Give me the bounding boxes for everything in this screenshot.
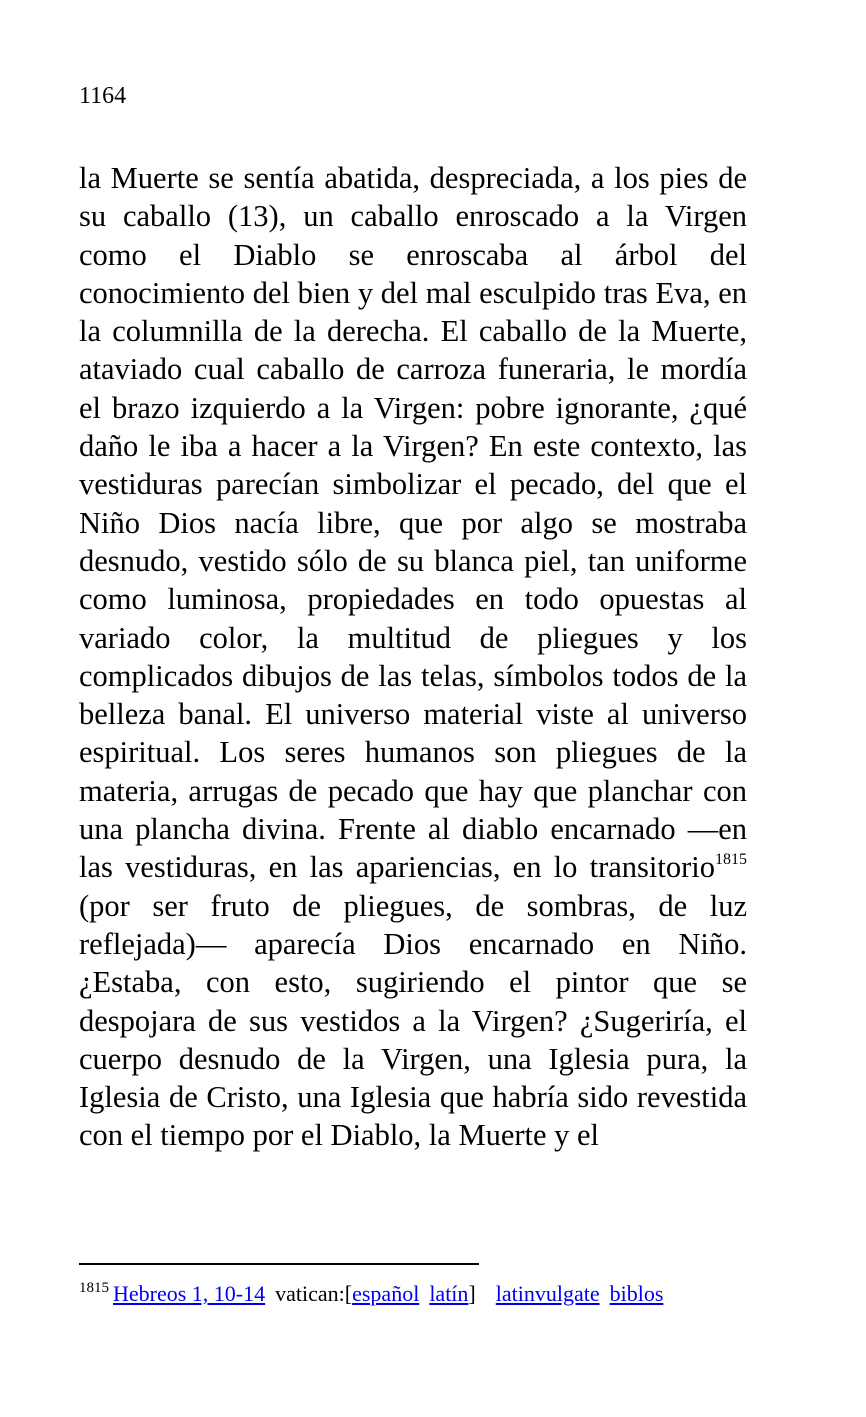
vatican-label: vatican:[ <box>275 1281 353 1306</box>
body-text-part-2: (por ser fruto de pliegues, de sombras, de luz reflejada)— aparecía Dios encarnado en Niño. ¿Estaba, con esto, sugiriendo el pintor que se despojara de sus vestidos a la Virgen? ¿Sugeriría, el cuerpo desnudo de la Virgen, una Iglesia pura, la Iglesia de Cristo, una Iglesia que habría sido revestida con el tiempo por el Diablo, la Muerte y el <box>79 888 747 1153</box>
body-paragraph <box>79 159 747 1155</box>
espanol-link[interactable]: español <box>352 1281 420 1306</box>
footnote <box>79 1280 759 1308</box>
biblos-link[interactable]: biblos <box>609 1281 664 1306</box>
latinvulgate-link[interactable]: latinvulgate <box>495 1281 600 1306</box>
hebreos-citation-link[interactable]: Hebreos 1, 10-14 <box>113 1281 266 1306</box>
latin-link[interactable]: latín <box>429 1281 469 1306</box>
body-text-part-1: la Muerte se sentía abatida, despreciada, a los pies de su caballo (13), un caballo enroscado a la Virgen como el Diablo se enroscaba al árbol del conocimiento del bien y del mal esculpido tras Eva, en la columnilla de la derecha. El caballo de la Muerte, ataviado cual caballo de carroza funeraria, le mordía el brazo izquierdo a la Virgen: pobre ignorante, ¿qué daño le iba a hacer a la Virgen? En este contexto, las vestiduras parecían simbolizar el pecado, del que el Niño Dios nacía libre, que por algo se mostraba desnudo, vestido sólo de su blanca piel, tan uniforme como luminosa, propiedades en todo opuestas al variado color, la multitud de pliegues y los complicados dibujos de las telas, símbolos todos de la belleza banal. El universo material viste al universo espiritual. Los seres humanos son pliegues de la materia, arrugas de pecado que hay que planchar con una plancha divina. Frente al diablo encarnado —en las vestiduras, en las apariencias, en lo transitorio <box>79 161 747 885</box>
footnote-number: 1815 <box>79 1280 109 1296</box>
page-number: 1164 <box>79 83 127 109</box>
footnote-reference: 1815 <box>715 851 747 869</box>
footnote-divider <box>79 1263 479 1265</box>
vatican-close-bracket: ] <box>468 1281 476 1306</box>
